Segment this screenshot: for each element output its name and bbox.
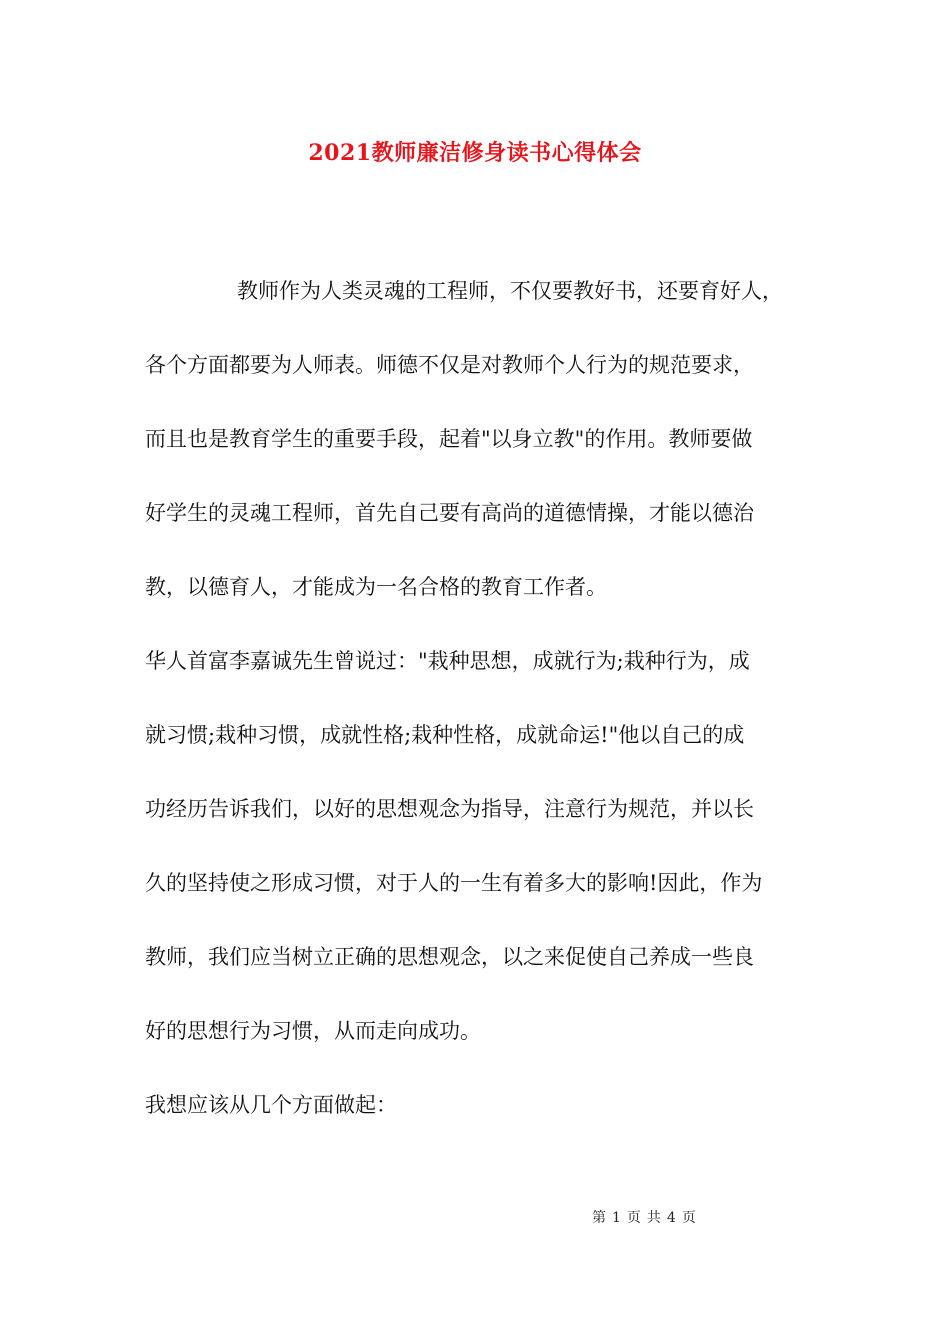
body-line: 功经历告诉我们，以好的思想观念为指导，注意行为规范，并以长 bbox=[145, 797, 754, 821]
footer-current-page: 1 bbox=[612, 1210, 621, 1226]
document-body bbox=[145, 254, 810, 1142]
footer-total-pages: 4 bbox=[666, 1210, 676, 1226]
footer-label-ye: 页 bbox=[626, 1210, 641, 1226]
page-footer bbox=[592, 1207, 702, 1227]
body-line: 好的思想行为习惯，从而走向成功。 bbox=[145, 1019, 481, 1043]
body-line: 好学生的灵魂工程师，首先自己要有高尚的道德情操，才能以德治 bbox=[145, 501, 754, 525]
body-line: 就习惯;栽种习惯，成就性格;栽种性格，成就命运!"他以自己的成 bbox=[145, 723, 745, 747]
body-line: 各个方面都要为人师表。师德不仅是对教师个人行为的规范要求， bbox=[145, 353, 754, 377]
body-line: 华人首富李嘉诚先生曾说过："栽种思想，成就行为;栽种行为，成 bbox=[145, 649, 750, 673]
body-line: 而且也是教育学生的重要手段，起着"以身立教"的作用。教师要做 bbox=[145, 427, 753, 451]
footer-label-ye-total: 页 bbox=[681, 1210, 696, 1226]
body-line: 我想应该从几个方面做起： bbox=[145, 1093, 397, 1117]
body-line: 久的坚持使之形成习惯，对于人的一生有着多大的影响!因此，作为 bbox=[145, 871, 763, 895]
document-title: 2021教师廉洁修身读书心得体会 bbox=[308, 140, 642, 166]
body-line: 教师，我们应当树立正确的思想观念，以之来促使自己养成一些良 bbox=[145, 945, 754, 969]
body-line: 教师作为人类灵魂的工程师，不仅要教好书，还要育好人， bbox=[237, 279, 783, 303]
body-line: 教，以德育人，才能成为一名合格的教育工作者。 bbox=[145, 575, 607, 599]
footer-label-di: 第 bbox=[592, 1210, 606, 1226]
footer-label-gong: 共 bbox=[646, 1210, 661, 1226]
